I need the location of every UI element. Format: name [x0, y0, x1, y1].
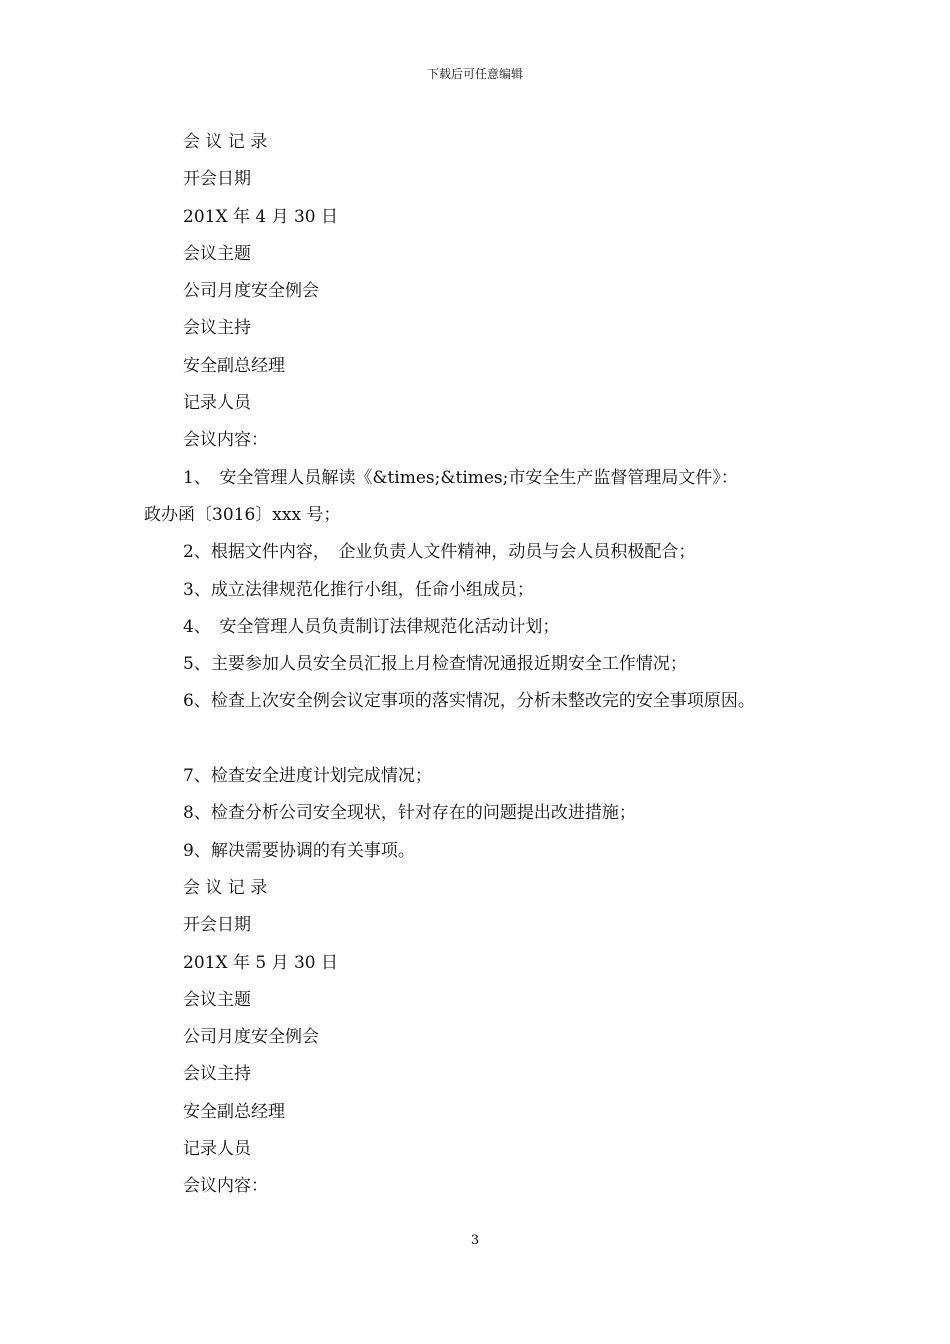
page-number: 3: [470, 1233, 480, 1248]
record1-item-3: 3、成立法律规范化推行小组，任命小组成员；: [183, 579, 534, 600]
record2-date-label: 开会日期: [183, 915, 251, 936]
record2-date-value: 201X 年 5 月 30 日: [183, 952, 339, 973]
paragraph-gap: [0, 721, 950, 758]
record1-item-1: 1、 安全管理人员解读《&times;&times;市安全生产监督管理局文件》：: [183, 467, 738, 488]
record1-item-1-continued: 政办函〔3016〕xxx 号；: [144, 504, 341, 525]
record1-item-6: 6、检查上次安全例会议定事项的落实情况，分析未整改完的安全事项原因。: [183, 691, 755, 712]
record1-topic-label: 会议主题: [183, 243, 251, 264]
record1-item-9: 9、解决需要协调的有关事项。: [183, 840, 415, 861]
record1-host-label: 会议主持: [183, 318, 251, 339]
record1-topic-value: 公司月度安全例会: [183, 281, 319, 302]
record1-item-2: 2、根据文件内容， 企业负责人文件精神，动员与会人员积极配合；: [183, 542, 696, 563]
record1-item-7: 7、检查安全进度计划完成情况；: [183, 766, 432, 787]
record1-item-5: 5、主要参加人员安全员汇报上月检查情况通报近期安全工作情况；: [183, 654, 687, 675]
record2-host-value: 安全副总经理: [183, 1101, 285, 1122]
record2-content-label: 会议内容：: [183, 1176, 268, 1197]
record2-topic-label: 会议主题: [183, 989, 251, 1010]
record2-topic-value: 公司月度安全例会: [183, 1027, 319, 1048]
record1-host-value: 安全副总经理: [183, 355, 285, 376]
record1-date-value: 201X 年 4 月 30 日: [183, 206, 339, 227]
record2-host-label: 会议主持: [183, 1064, 251, 1085]
record2-recorder-label: 记录人员: [183, 1139, 251, 1160]
record1-item-8: 8、检查分析公司安全现状，针对存在的问题提出改进措施；: [183, 803, 636, 824]
record2-title: 会 议 记 录: [183, 877, 268, 898]
record1-content-label: 会议内容：: [183, 430, 268, 451]
record1-item-4: 4、 安全管理人员负责制订法律规范化活动计划；: [183, 616, 560, 637]
record1-title: 会 议 记 录: [183, 132, 268, 152]
record1-date-label: 开会日期: [183, 169, 251, 190]
document-body: [0, 124, 950, 1206]
page-header: 下载后可任意编辑: [426, 67, 523, 81]
record1-recorder-label: 记录人员: [183, 393, 251, 414]
